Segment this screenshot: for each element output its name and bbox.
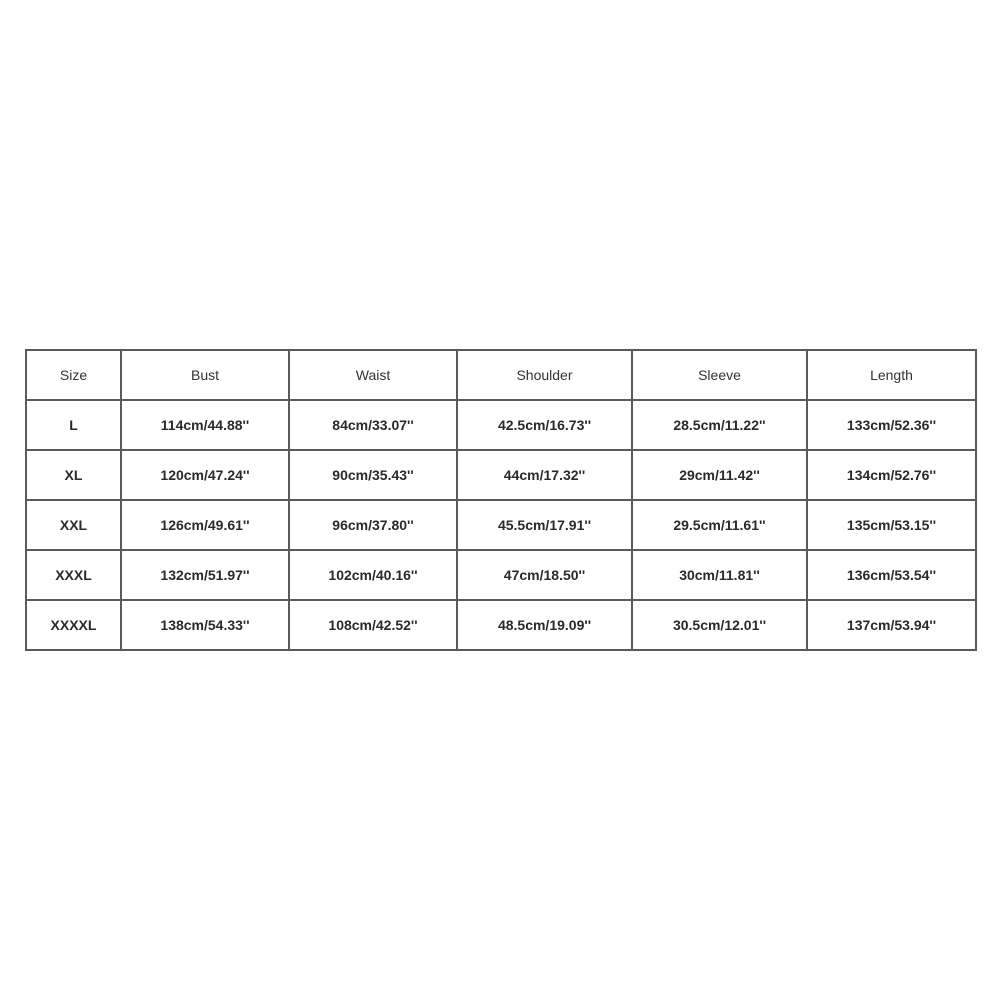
cell-length: 137cm/53.94'' [807,600,976,650]
cell-bust: 138cm/54.33'' [121,600,289,650]
cell-sleeve: 29cm/11.42'' [632,450,807,500]
table-row [26,400,976,450]
cell-size: XXXL [26,550,121,600]
header-size: Size [26,350,121,400]
cell-shoulder: 47cm/18.50'' [457,550,632,600]
cell-sleeve: 30.5cm/12.01'' [632,600,807,650]
header-sleeve: Sleeve [632,350,807,400]
cell-length: 133cm/52.36'' [807,400,976,450]
table-header-row [26,350,976,400]
cell-size: XXXXL [26,600,121,650]
cell-sleeve: 30cm/11.81'' [632,550,807,600]
cell-waist: 108cm/42.52'' [289,600,457,650]
cell-bust: 132cm/51.97'' [121,550,289,600]
table-row [26,500,976,550]
cell-bust: 114cm/44.88'' [121,400,289,450]
cell-waist: 102cm/40.16'' [289,550,457,600]
cell-size: XL [26,450,121,500]
cell-waist: 84cm/33.07'' [289,400,457,450]
header-bust: Bust [121,350,289,400]
cell-size: XXL [26,500,121,550]
cell-shoulder: 48.5cm/19.09'' [457,600,632,650]
cell-sleeve: 29.5cm/11.61'' [632,500,807,550]
cell-size: L [26,400,121,450]
cell-sleeve: 28.5cm/11.22'' [632,400,807,450]
cell-shoulder: 42.5cm/16.73'' [457,400,632,450]
cell-length: 135cm/53.15'' [807,500,976,550]
cell-length: 134cm/52.76'' [807,450,976,500]
table-row [26,550,976,600]
table-row [26,450,976,500]
table-row [26,600,976,650]
cell-bust: 126cm/49.61'' [121,500,289,550]
cell-length: 136cm/53.54'' [807,550,976,600]
cell-shoulder: 45.5cm/17.91'' [457,500,632,550]
header-length: Length [807,350,976,400]
size-chart-table [25,349,977,651]
cell-waist: 90cm/35.43'' [289,450,457,500]
cell-bust: 120cm/47.24'' [121,450,289,500]
header-shoulder: Shoulder [457,350,632,400]
header-waist: Waist [289,350,457,400]
cell-waist: 96cm/37.80'' [289,500,457,550]
cell-shoulder: 44cm/17.32'' [457,450,632,500]
